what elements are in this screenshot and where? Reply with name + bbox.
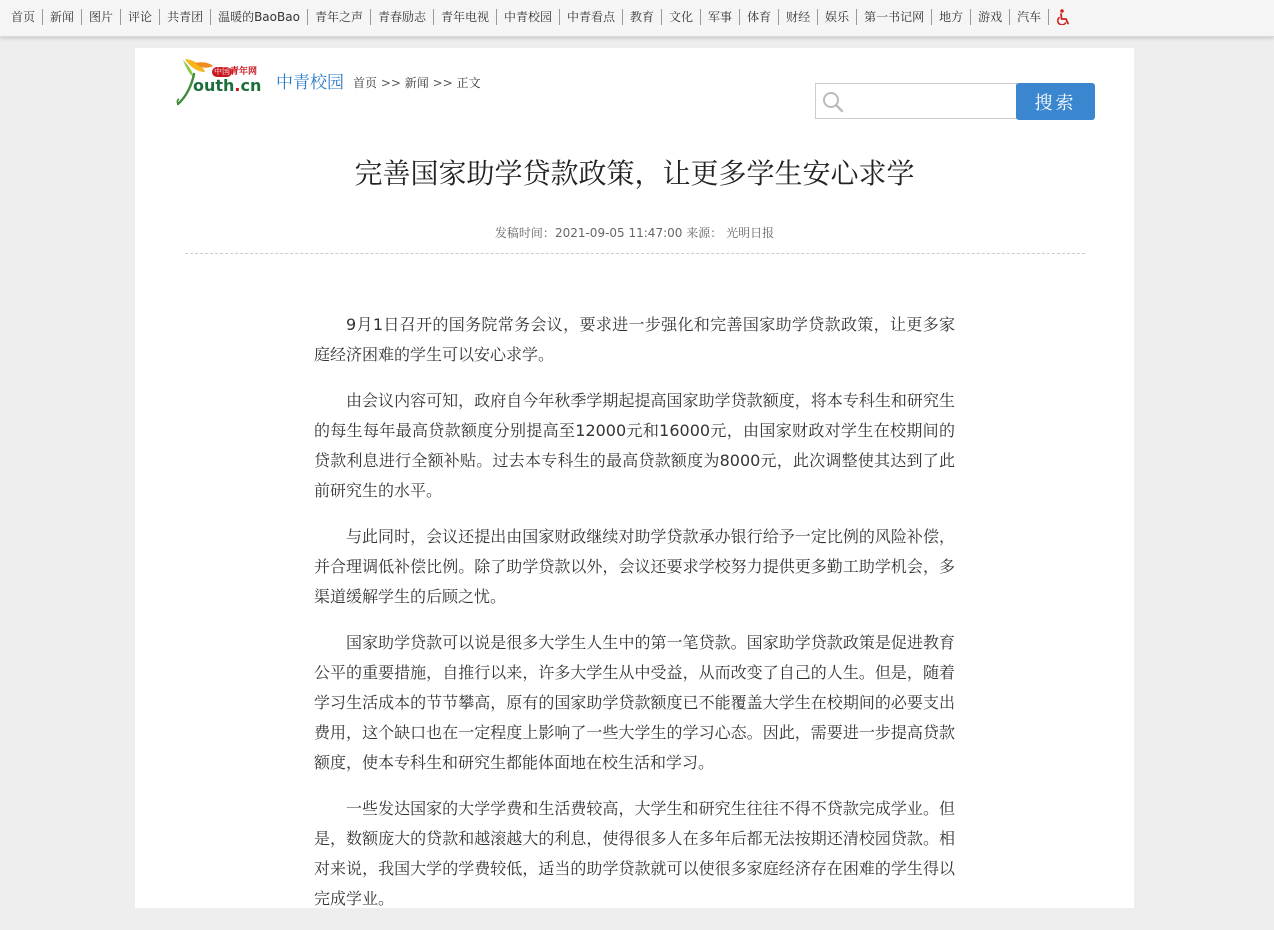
nav-first-secretary[interactable]: 第一书记网: [857, 9, 932, 25]
article-body: [314, 310, 955, 930]
nav-campus[interactable]: 中青校园: [497, 9, 560, 25]
article-paragraph: 由会议内容可知，政府自今年秋季学期起提高国家助学贷款额度，将本专科生和研究生的每生每年最高贷款额度分别提高至12000元和16000元，由国家财政对学生在校期间的贷款利息进行全额补贴。过去本专科生的最高贷款额度为8000元，此次调整使其达到了此前研究生的水平。: [314, 391, 955, 500]
wheelchair-icon-graphic: [1057, 9, 1071, 25]
article-paragraph: 与此同时，会议还提出由国家财政继续对助学贷款承办银行给予一定比例的风险补偿，并合理调低补偿比例。除了助学贷款以外，会议还要求学校努力提供更多勤工助学机会，多渠道缓解学生的后顾之忧。: [314, 527, 955, 606]
logo-word-main: outh: [193, 76, 235, 95]
nav-games[interactable]: 游戏: [971, 9, 1010, 25]
nav-auto[interactable]: 汽车: [1010, 9, 1049, 25]
breadcrumb-news[interactable]: 新闻: [404, 76, 429, 90]
source-name: 光明日报: [726, 226, 775, 240]
content-card: [135, 48, 1134, 908]
top-navigation-bar: [0, 0, 1274, 37]
logo-word-tld: cn: [240, 76, 262, 95]
search-input[interactable]: [848, 86, 1012, 116]
youth-cn-logo[interactable]: [175, 56, 267, 110]
nav-news[interactable]: 新闻: [43, 9, 82, 25]
nav-youth-league[interactable]: 共青团: [160, 9, 211, 25]
nav-youth-voice[interactable]: 青年之声: [308, 9, 371, 25]
publish-time: 2021-09-05 11:47:00: [554, 226, 683, 240]
nav-comment[interactable]: 评论: [121, 9, 160, 25]
logo-badge-text: 中国: [214, 67, 230, 76]
article-paragraph: 9月1日召开的国务院常务会议，要求进一步强化和完善国家助学贷款政策，让更多家庭经济困难的学生可以安心求学。: [314, 315, 955, 364]
nav-education[interactable]: 教育: [623, 9, 662, 25]
nav-youth-tv[interactable]: 青年电视: [434, 9, 497, 25]
search-box: [815, 83, 1017, 119]
search-button[interactable]: 搜索: [1016, 83, 1095, 120]
top-navigation-list: [8, 0, 1071, 33]
nav-viewpoint[interactable]: 中青看点: [560, 9, 623, 25]
article-meta: [135, 225, 1134, 241]
section-name-link[interactable]: 中青校园: [276, 73, 344, 93]
logo-wordmark: [193, 77, 261, 95]
nav-baobao[interactable]: 温暖的BaoBao: [211, 9, 308, 25]
article-paragraph: 一些发达国家的大学学费和生活费较高，大学生和研究生往往不得不贷款完成学业。但是，数额庞大的贷款和越滚越大的利息，使得很多人在多年后都无法按期还清校园贷款。相对来说，我国大学的学费较低，适当的助学贷款就可以使很多家庭经济存在困难的学生得以完成学业。: [314, 799, 955, 908]
source-label: 来源：: [686, 226, 723, 240]
publish-time-label: 发稿时间：: [494, 226, 555, 240]
nav-sports[interactable]: 体育: [740, 9, 779, 25]
logo-word-dot: .: [234, 76, 241, 95]
search-icon: [821, 90, 845, 114]
nav-entertainment[interactable]: 娱乐: [818, 9, 857, 25]
nav-local[interactable]: 地方: [932, 9, 971, 25]
logo-sub-text: 青年网: [230, 67, 258, 77]
breadcrumb-current: 正文: [456, 76, 481, 90]
breadcrumb-home[interactable]: 首页: [353, 76, 378, 90]
article-paragraph: 国家助学贷款可以说是很多大学生人生中的第一笔贷款。国家助学贷款政策是促进教育公平的重要措施，自推行以来，许多大学生从中受益，从而改变了自己的人生。但是，随着学习生活成本的节节攀高，原有的国家助学贷款额度已不能覆盖大学生在校期间的必要支出费用，这个缺口也在一定程度上影响了一些大学生的学习心态。因此，需要进一步提高贷款额度，使本专科生和研究生都能体面地在校生活和学习。: [314, 633, 955, 772]
nav-pictures[interactable]: 图片: [82, 9, 121, 25]
breadcrumb-separator: >>: [432, 76, 453, 90]
title-divider: [185, 253, 1085, 254]
nav-culture[interactable]: 文化: [662, 9, 701, 25]
breadcrumb: [353, 75, 481, 91]
wheelchair-icon[interactable]: [1049, 9, 1071, 25]
nav-inspiration[interactable]: 青春励志: [371, 9, 434, 25]
nav-military[interactable]: 军事: [701, 9, 740, 25]
nav-finance[interactable]: 财经: [779, 9, 818, 25]
nav-home[interactable]: 首页: [8, 9, 43, 25]
breadcrumb-separator: >>: [380, 76, 401, 90]
article-title: 完善国家助学贷款政策，让更多学生安心求学: [354, 157, 915, 190]
